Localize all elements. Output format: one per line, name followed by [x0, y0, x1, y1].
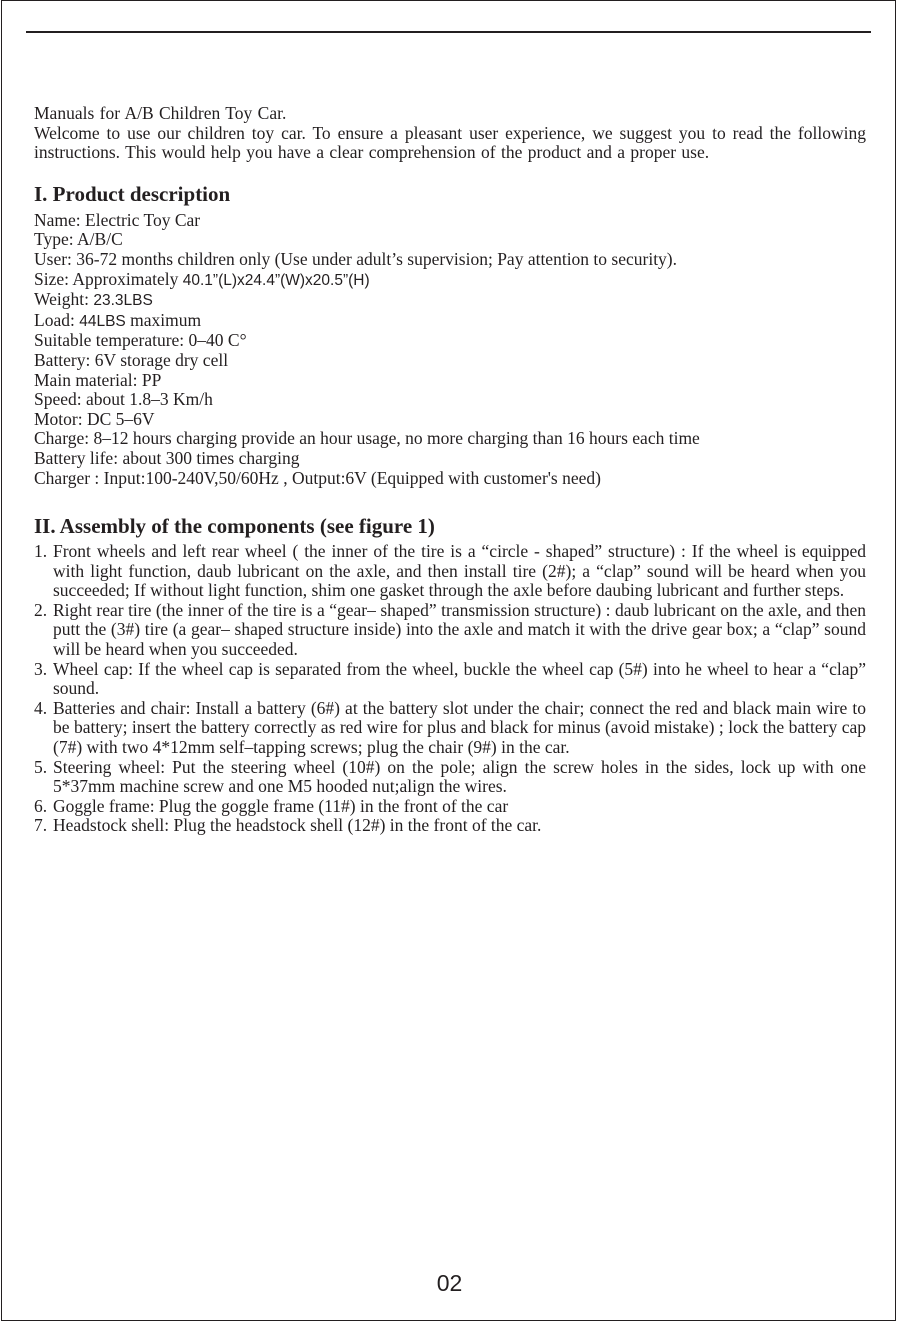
step-text: Front wheels and left rear wheel ( the inner of the tire is a “circle - shaped” structure) : If the wheel is equipped with light function, daub lubricant on the axle, and then install tire (2#); a “clap” sound will be heard when you succeeded; If without light function, shim one gasket through the axle before daubing lubricant and further steps. — [53, 541, 866, 601]
spec-line — [34, 469, 866, 489]
step-text: Steering wheel: Put the steering wheel (10#) on the pole; align the screw holes in the sides, lock up with one 5*37mm machine screw and one M5 hooded nut;align the wires. — [53, 756, 866, 797]
spec-line — [34, 270, 866, 291]
step-number: 6. — [34, 795, 48, 816]
spec-label: Battery: — [34, 349, 91, 370]
spec-value-measure: 44LBS — [79, 312, 126, 330]
assembly-step — [34, 816, 866, 836]
spec-value: PP — [141, 369, 162, 390]
spec-value: about 300 times charging — [122, 447, 300, 468]
step-number: 7. — [34, 815, 48, 836]
spec-value: about 1.8–3 Km/h — [86, 389, 213, 410]
step-text: Headstock shell: Plug the headstock shell (12#) in the front of the car. — [53, 815, 542, 836]
spec-value: 0–40 C° — [188, 330, 247, 351]
spec-line — [34, 290, 866, 311]
spec-label: Speed: — [34, 389, 82, 410]
assembly-step — [34, 758, 866, 797]
manual-content — [34, 104, 866, 836]
manual-title: Manuals for A/B Children Toy Car. — [34, 103, 287, 123]
spec-value: maximum — [130, 309, 202, 330]
spec-label: User: — [34, 248, 72, 269]
step-number: 4. — [34, 697, 48, 718]
spec-label: Battery life: — [34, 447, 119, 468]
spec-value-measure: 23.3LBS — [93, 292, 153, 310]
spec-line — [34, 449, 866, 469]
spec-value: 6V storage dry cell — [94, 349, 229, 370]
assembly-step — [34, 699, 866, 758]
spec-value-measure: 40.1”(L)x24.4”(W)x20.5”(H) — [182, 271, 370, 289]
spec-label: Main material: — [34, 369, 138, 390]
step-text: Wheel cap: If the wheel cap is separated from the wheel, buckle the wheel cap (5#) into he wheel to hear a “clap” sound. — [53, 658, 866, 699]
step-number: 2. — [34, 599, 48, 620]
step-text: Batteries and chair: Install a battery (6#) at the battery slot under the chair; connect the red and black main wire to be battery; insert the battery correctly as red wire for plus and black for minus (avoid mistake) ; lock the battery cap (7#) with two 4*12mm self–tapping screws; plug the chair (9#) in the car. — [53, 697, 866, 758]
spec-label: Type: — [34, 229, 74, 250]
spec-label: Charge: — [34, 428, 90, 449]
spec-list — [34, 211, 866, 488]
spec-line — [34, 211, 866, 231]
spec-line — [34, 371, 866, 391]
spec-line — [34, 230, 866, 250]
spec-value: Input:100-240V,50/60Hz , Output:6V (Equipped with customer's need) — [103, 467, 601, 488]
spec-label: Name: — [34, 209, 81, 230]
assembly-step — [34, 660, 866, 699]
spec-value: DC 5–6V — [87, 408, 155, 429]
assembly-step — [34, 542, 866, 601]
welcome-paragraph: Welcome to use our children toy car. To ensure a pleasant user experience, we suggest you to read the following instructions. This would help you have a clear comprehension of the product and a proper use. — [34, 122, 866, 163]
spec-label: Charger : — [34, 467, 100, 488]
spec-label: Motor: — [34, 408, 83, 429]
assembly-step — [34, 601, 866, 660]
spec-value: Electric Toy Car — [85, 209, 201, 230]
spec-value: 8–12 hours charging provide an hour usage, no more charging than 16 hours each time — [93, 428, 700, 449]
step-text: Goggle frame: Plug the goggle frame (11#) in the front of the car — [53, 795, 509, 816]
spec-label: Suitable temperature: — [34, 330, 185, 351]
spec-line — [34, 410, 866, 430]
spec-line — [34, 250, 866, 270]
spec-line — [34, 331, 866, 351]
assembly-step — [34, 797, 866, 817]
spec-line — [34, 429, 866, 449]
step-number: 5. — [34, 756, 48, 777]
section-heading-product-description: I. Product description — [34, 181, 231, 206]
spec-value: 36-72 months children only (Use under adult’s supervision; Pay attention to security). — [76, 248, 678, 269]
step-text: Right rear tire (the inner of the tire is a “gear– shaped” transmission structure) : daub lubricant on the axle, and then putt the (3#) tire (a gear– shaped structure inside) into the axle and match it with the drive gear box; a “clap” sound will be heard when you succeeded. — [53, 599, 866, 660]
intro — [34, 104, 866, 163]
step-number: 1. — [34, 541, 48, 562]
spec-label: Load: — [34, 309, 75, 330]
section-heading-assembly: II. Assembly of the components (see figure 1) — [34, 514, 435, 539]
spec-value: A/B/C — [77, 229, 123, 250]
assembly-steps — [34, 542, 866, 836]
header-rule — [26, 31, 871, 33]
page-number: 02 — [436, 1270, 463, 1296]
spec-value: Approximately — [72, 268, 179, 289]
spec-line — [34, 390, 866, 410]
step-number: 3. — [34, 658, 48, 679]
spec-line — [34, 351, 866, 371]
spec-line — [34, 311, 866, 332]
spec-label: Weight: — [34, 289, 89, 310]
spec-label: Size: — [34, 268, 69, 289]
